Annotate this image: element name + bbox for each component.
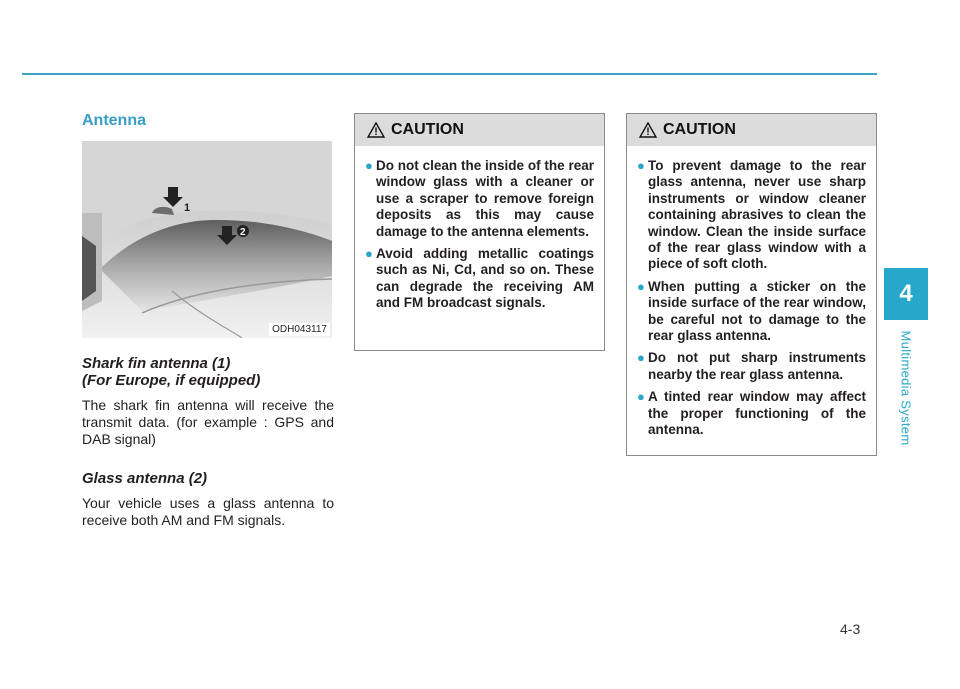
- caution-item: ● Do not put sharp instruments nearby the rear glass antenna.: [637, 350, 866, 382]
- bullet-dot-icon: ●: [365, 246, 373, 262]
- callout-2: 2: [240, 227, 246, 238]
- car-rear-illustration: [82, 141, 332, 338]
- bullet-dot-icon: ●: [365, 158, 373, 173]
- section-title: Antenna: [82, 112, 146, 129]
- caution-item: ● When putting a sticker on the inside surface of the rear window, be careful not to damage to the rear glass antenna.: [637, 278, 866, 344]
- caution-list: [355, 146, 604, 326]
- bullet-dot-icon: ●: [637, 350, 645, 366]
- bullet-dot-icon: ●: [637, 389, 645, 405]
- callout-1: 1: [184, 202, 191, 214]
- caution-item: ● To prevent damage to the rear glass antenna, never use sharp instruments or window cleaner containing abrasives to clean the window. Clean the inside surface of the rear glass window with a piece of soft cloth.: [637, 158, 866, 272]
- caution-list: [627, 146, 876, 453]
- page-number: 4-3: [840, 621, 861, 637]
- warning-triangle-icon: [639, 122, 657, 138]
- figure-code: ODH043117: [269, 323, 330, 336]
- caution-title: CAUTION: [391, 121, 464, 138]
- caution-item: ● Avoid adding metallic coatings such as Ni, Cd, and so on. These can degrade the receiving AM and FM broadcast signals.: [365, 246, 594, 311]
- caution-box-left: [354, 113, 605, 351]
- top-rule: [22, 73, 877, 75]
- caution-item: ● A tinted rear window may affect the proper functioning of the antenna.: [637, 389, 866, 438]
- bullet-dot-icon: ●: [637, 158, 645, 173]
- caution-header: [627, 114, 876, 146]
- antenna-figure: [82, 141, 332, 338]
- caution-item: ● Do not clean the inside of the rear window glass with a cleaner or use a scraper to remove foreign deposits as this may cause damage to the antenna elements.: [365, 158, 594, 239]
- glass-antenna-text: Your vehicle uses a glass antenna to receive both AM and FM signals.: [82, 495, 334, 528]
- section-tab: [884, 268, 928, 320]
- shark-fin-heading: Shark fin antenna (1) (For Europe, if equipped): [82, 355, 261, 389]
- antenna-section: [82, 112, 334, 529]
- bullet-dot-icon: ●: [637, 278, 645, 294]
- caution-box-right: [626, 113, 877, 456]
- warning-triangle-icon: [367, 122, 385, 138]
- shark-fin-text: The shark fin antenna will receive the transmit data. (for example : GPS and DAB signal): [82, 397, 334, 447]
- section-tab-number: 4: [899, 280, 913, 307]
- glass-antenna-heading: Glass antenna (2): [82, 470, 208, 487]
- section-tab-label: Multimedia System: [898, 330, 914, 446]
- caution-title: CAUTION: [663, 121, 736, 138]
- caution-header: [355, 114, 604, 146]
